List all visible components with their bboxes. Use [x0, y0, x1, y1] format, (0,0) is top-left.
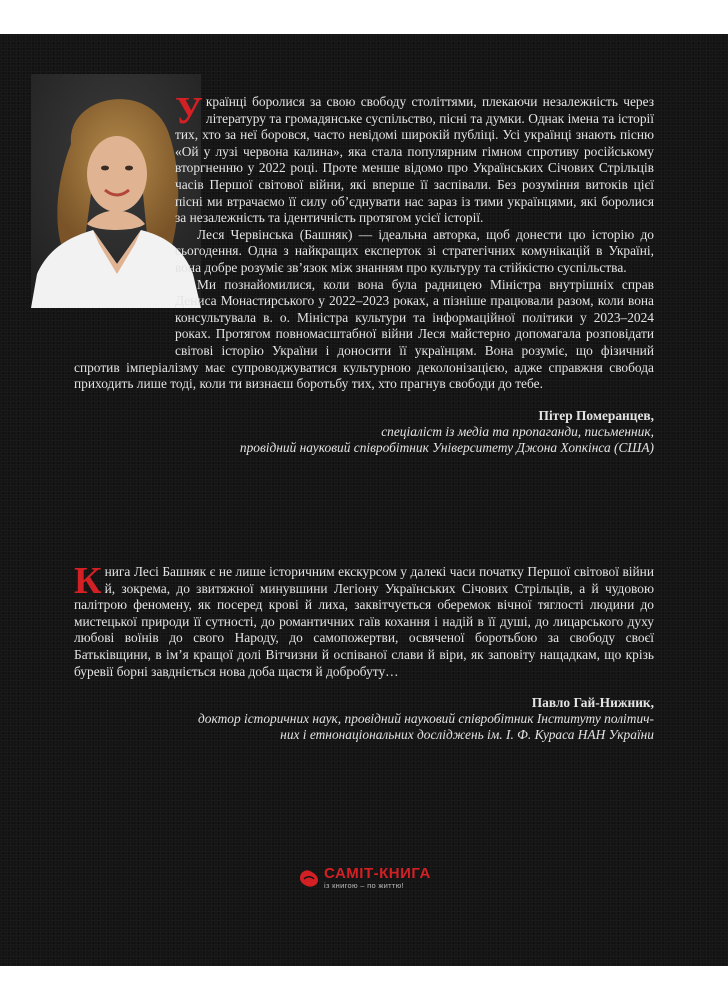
- dropcap-1: У: [175, 90, 203, 132]
- back-cover: [0, 34, 728, 966]
- review-1-paragraph-2: Леся Червінська (Башняк) — ідеальна авторка, щоб донести цю історію до сьогодення. Одна з найкращих експерток зі стратегічних комунікацій в Україні, вона добре розуміє зв’язок між знанням про культуру та стійкістю суспільства.: [175, 226, 654, 275]
- publisher-name: САМІТ-КНИГА: [324, 865, 431, 882]
- review-1: [74, 90, 654, 456]
- publisher-mark-icon: [298, 867, 320, 889]
- review-2-paragraph-1: нига Лесі Башняк є не лише історичним екскурсом у далекі часи початку Першої світової війни й, зокрема, до звитяжної минувшини Легіону Українських Січових Стрільців, а й чудовою палітрою феномену, як посеред крові й лиха, заквітчується оберемок вічної тяглості людини до мистецької природи її сутності, до романтичних гаїв кохання і надій в її душі, до лицарського духу любові воїнів до свого Народу, до самопожертви, освяченої боротьбою за свободу своєї Батьківщини, в ім’я кращої долі Вітчизни й оспіваної слави й віри, як заповіту нащадкам, що крізь буревії борні завдніється нова доба щастя й добробуту…: [74, 564, 654, 679]
- review-1-role-line-1: спеціаліст із медіа та пропаганди, письменник,: [381, 423, 654, 439]
- photo-spacer: [31, 94, 165, 356]
- review-2-signature: [74, 694, 654, 743]
- review-2-author: Павло Гай-Нижник,: [531, 695, 654, 711]
- dropcap-2: К: [74, 560, 102, 602]
- review-1-signature: [74, 407, 654, 456]
- review-1-author: Пітер Померанцев,: [538, 407, 654, 423]
- review-2-role-line-2: них і етнонаціональних досліджень ім. І. Ф. Кураса НАН України: [280, 727, 654, 743]
- publisher-logo: [298, 866, 431, 890]
- review-2-role-line-1: доктор історичних наук, провідний науковий співробітник Інституту політич-: [198, 711, 654, 727]
- publisher-slogan: із книгою – по життю!: [324, 881, 404, 890]
- review-1-role-line-2: провідний науковий співробітник Університету Джона Хопкінса (США): [239, 439, 654, 455]
- review-1-paragraph-1: країнці боролися за свою свободу століттями, плекаючи незалежність через літературу та громадянське суспільство, пісні та думки. Однак імена та історії тих, хто за неї боровся, часто невідомі широкій публіці. Усі українці знають пісню «Ой у лузі червона калина», яка стала популярним гімном спротиву російському вторгненню у 2022 році. Проте менше відомо про Українських Січових Стрільців часів Першої світової війни, які вперше її заспівали. Без розуміння витоків цієї пісні ми втрачаємо її силу об’єднувати нас зараз із тими українцями, які боролися за незалежність та ідентичність протягом усієї історії.: [175, 94, 654, 226]
- review-2: [74, 560, 654, 743]
- review-1-paragraph-3: Ми познайомилися, коли вона була радницею Міністра внутрішніх справ Дениса Монастирського у 2022–2023 роках, а пізніше працювали разом, коли вона консультувала в. о. Міністра культури та інформаційної політики у 2023–2024 роках. Протягом повномасштабної війни Леся майстерно допомагала розповідати світові історію України і доносити її українцям. Вона розуміє, що фізичний спротив імперіалізму має супроводжуватися культурною деколонізацією, адже справжня свобода приходить лише тоді, коли ти визнаєш боротьбу тих, хто прагнув свободи до тебе.: [74, 276, 654, 392]
